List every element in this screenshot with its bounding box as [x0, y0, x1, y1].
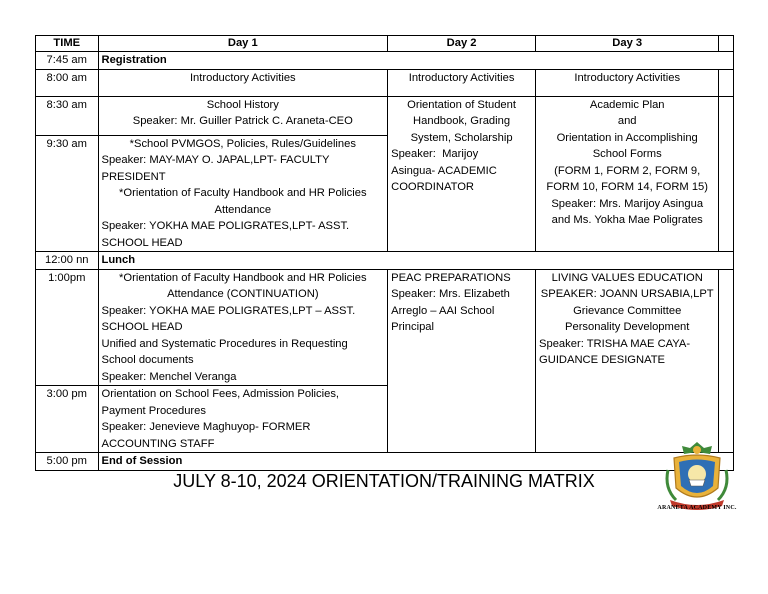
row-0800	[36, 69, 734, 96]
day2-0800: Introductory Activities	[388, 69, 536, 96]
day1-0930-line: *School PVMGOS, Policies, Rules/Guidelines	[129, 137, 356, 150]
time-1200: 12:00 nn	[36, 252, 99, 270]
day3-morning-line: and	[617, 115, 637, 127]
day1-1300-line: SCHOOL HEAD	[101, 321, 183, 333]
day1-1500-line: ACCOUNTING STAFF	[101, 437, 215, 450]
day3-morning-line: Orientation in Accomplishing	[556, 131, 698, 144]
orientation-matrix-table	[35, 35, 734, 471]
day1-0930-line: SCHOOL HEAD	[101, 236, 183, 249]
day3-morning-line: Speaker: Mrs. Marijoy Asingua	[551, 197, 704, 210]
spacer-cell	[719, 269, 734, 453]
time-1500: 3:00 pm	[36, 386, 99, 453]
day3-afternoon	[536, 269, 719, 453]
day3-afternoon-line: GUIDANCE DESIGNATE	[539, 354, 666, 366]
day1-1500-line: Speaker: Jenevieve Maghuyop- FORMER	[101, 421, 311, 433]
day3-0800: Introductory Activities	[536, 69, 719, 96]
time-1700: 5:00 pm	[36, 453, 99, 471]
registration-label: Registration	[98, 52, 734, 70]
spacer-cell	[719, 96, 734, 252]
header-row	[36, 36, 734, 52]
time-1300: 1:00pm	[36, 269, 99, 386]
header-day3: Day 3	[536, 36, 719, 52]
day2-afternoon-line: Speaker: Mrs. Elizabeth	[391, 288, 510, 300]
school-seal-text: ARANETA ACADEMY INC.	[657, 505, 737, 511]
day1-1300	[98, 269, 388, 386]
day3-morning-line: School Forms	[592, 148, 662, 160]
day2-afternoon-line: Arreglo – AAI School	[391, 304, 495, 317]
header-time: TIME	[36, 36, 99, 52]
day3-afternoon-line: Speaker: TRISHA MAE CAYA-	[539, 337, 691, 350]
day2-morning-line: Orientation of Student	[407, 98, 516, 111]
day1-0830	[98, 96, 388, 135]
day3-morning-line: (FORM 1, FORM 2, FORM 9,	[554, 164, 701, 177]
day1-0800: Introductory Activities	[98, 69, 388, 96]
day1-0930-line: PRESIDENT	[101, 170, 166, 183]
row-1700	[36, 453, 734, 471]
day1-0930-line: Speaker: YOKHA MAE POLIGRATES,LPT- ASST.	[101, 220, 350, 232]
row-1200	[36, 252, 734, 270]
day1-0830-line: Speaker: Mr. Guiller Patrick C. Araneta-CEO	[132, 115, 353, 127]
day3-morning-line: FORM 10, FORM 14, FORM 15)	[546, 181, 709, 193]
day2-morning	[388, 96, 536, 252]
matrix-title: JULY 8-10, 2024 ORIENTATION/TRAINING MATRIX	[173, 471, 595, 491]
row-0745	[36, 52, 734, 70]
day2-morning-line: Speaker: Marijoy	[391, 148, 479, 160]
day1-0930-line: Speaker: MAY-MAY O. JAPAL,LPT- FACULTY	[101, 154, 330, 166]
day3-morning-line: Academic Plan	[589, 98, 665, 111]
time-0745: 7:45 am	[36, 52, 99, 70]
day2-morning-line: Asingua- ACADEMIC	[391, 164, 497, 177]
lunch-label: Lunch	[98, 252, 734, 270]
day1-0830-line: School History	[206, 98, 279, 111]
day3-afternoon-line: Personality Development	[565, 321, 690, 333]
end-of-session-label: End of Session	[98, 453, 734, 471]
day1-1300-line: School documents	[101, 354, 194, 366]
row-0830	[36, 96, 734, 135]
day3-afternoon-line: Grievance Committee	[573, 304, 682, 317]
day1-1500-line: Payment Procedures	[101, 404, 206, 417]
day1-0930-line: Attendance	[214, 203, 272, 216]
time-0800: 8:00 am	[36, 69, 99, 96]
time-0930: 9:30 am	[36, 135, 99, 252]
day3-afternoon-line: LIVING VALUES EDUCATION	[551, 271, 703, 284]
day3-afternoon-line: SPEAKER: JOANN URSABIA,LPT	[540, 288, 714, 300]
day3-morning-line: and Ms. Yokha Mae Poligrates	[551, 214, 703, 226]
header-day2: Day 2	[388, 36, 536, 52]
day1-1300-line: Speaker: YOKHA MAE POLIGRATES,LPT – ASST.	[101, 304, 356, 317]
header-day1: Day 1	[98, 36, 388, 52]
day1-1300-line: *Orientation of Faculty Handbook and HR Policies	[119, 271, 367, 284]
day2-afternoon-line: Principal	[391, 321, 435, 333]
day1-1300-line: Speaker: Menchel Veranga	[101, 370, 237, 383]
day1-1300-line: Attendance (CONTINUATION)	[167, 288, 319, 300]
spacer-cell	[719, 69, 734, 96]
day2-afternoon	[388, 269, 536, 453]
day3-morning	[536, 96, 719, 252]
day1-0930	[98, 135, 388, 252]
day1-1500-line: Orientation on School Fees, Admission Policies,	[101, 388, 340, 400]
day2-morning-line: System, Scholarship	[410, 131, 513, 144]
row-1300	[36, 269, 734, 386]
day1-1300-line: Unified and Systematic Procedures in Requesting	[101, 337, 348, 350]
header-spacer	[719, 36, 734, 52]
day1-0930-line: *Orientation of Faculty Handbook and HR Policies	[119, 187, 367, 199]
day2-afternoon-line: PEAC PREPARATIONS	[391, 271, 511, 284]
day1-1500	[98, 386, 388, 453]
time-0830: 8:30 am	[36, 96, 99, 135]
day2-morning-line: Handbook, Grading	[413, 115, 511, 127]
day2-morning-line: COORDINATOR	[391, 181, 474, 193]
